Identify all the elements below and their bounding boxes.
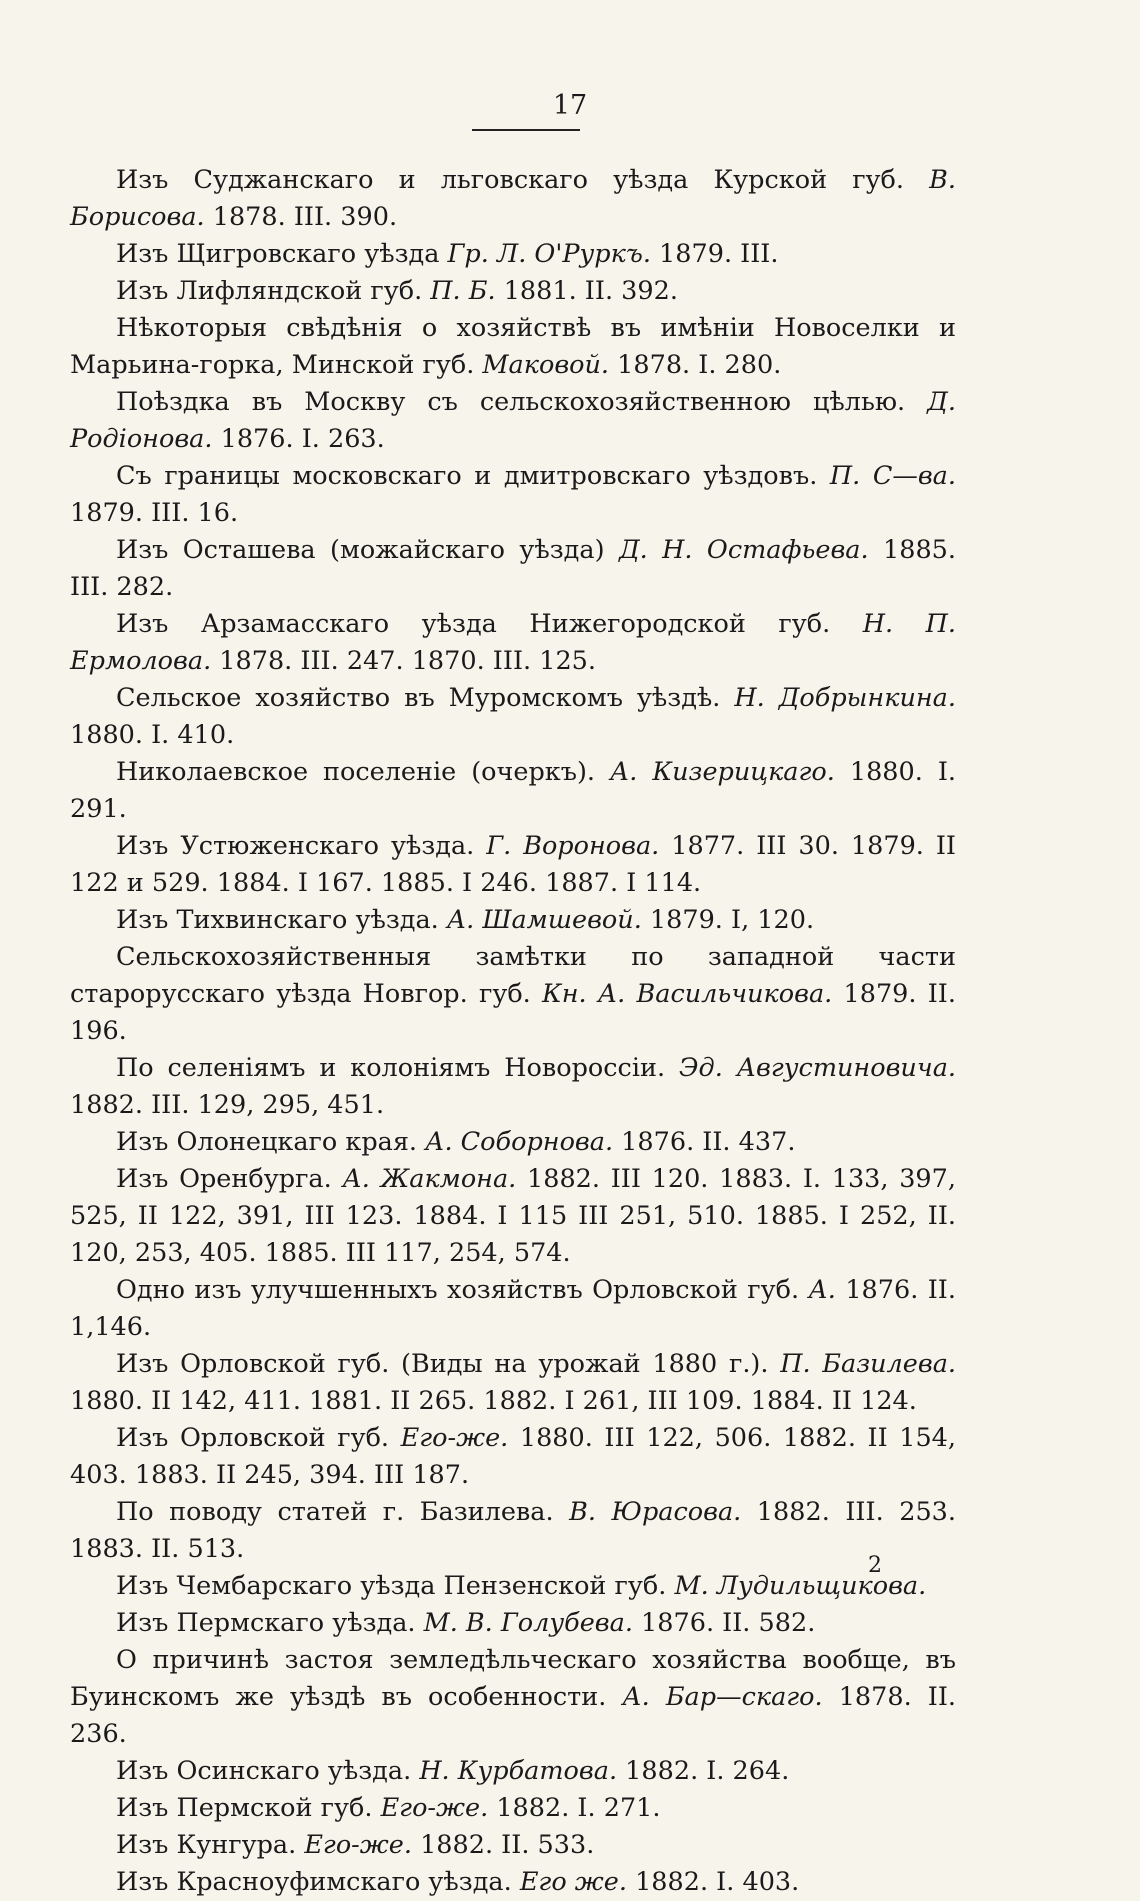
- entry-author: Его-же.: [400, 1423, 509, 1453]
- header-rule: [472, 129, 580, 131]
- entry-title: Изъ Олонецкаго края.: [116, 1127, 426, 1157]
- entry-reference: 1880. II 142, 411. 1881. II 265. 1882. I 261, III 109. 1884. II 124.: [70, 1386, 917, 1416]
- entry-reference: 1882. III. 253. 1883. II. 513.: [70, 1497, 956, 1564]
- bibliography-entry: [70, 1790, 956, 1827]
- entry-reference: 1876. II. 582.: [632, 1608, 816, 1638]
- entry-title: Изъ Осташева (можайскаго уѣзда): [116, 535, 619, 565]
- printer-signature-mark: 2: [868, 1553, 882, 1578]
- bibliography-entry: [70, 1753, 956, 1790]
- bibliography-entry: [70, 1568, 956, 1605]
- entry-author: Кн. А. Васильчикова.: [542, 979, 833, 1009]
- entry-title: По селеніямъ и колоніямъ Новороссіи.: [116, 1053, 680, 1083]
- bibliography-entry: [70, 1864, 956, 1901]
- entry-reference: 1879. I, 120.: [641, 905, 815, 935]
- entry-author: Д. Н. Остафьева.: [618, 535, 869, 565]
- entry-title: Изъ Осинскаго уѣзда.: [116, 1756, 420, 1786]
- bibliography-entry: [70, 754, 956, 828]
- entry-title: Изъ Красноуфимскаго уѣзда.: [116, 1867, 520, 1897]
- entry-title: Изъ Щигровскаго уѣзда: [116, 239, 448, 269]
- entry-title: Сельское хозяйство въ Муромскомъ уѣздѣ.: [116, 683, 735, 713]
- entry-title: Поѣздка въ Москву съ сельскохозяйственною цѣлью.: [116, 387, 928, 417]
- entry-title: Николаевское поселеніе (очеркъ).: [116, 757, 610, 787]
- bibliography-entry: [70, 1346, 956, 1420]
- entry-title: Одно изъ улучшенныхъ хозяйствъ Орловской губ.: [116, 1275, 809, 1305]
- bibliography-entry: [70, 606, 956, 680]
- entry-reference: 1876. II. 437.: [613, 1127, 796, 1157]
- bibliography-entry: [70, 1272, 956, 1346]
- entry-author: Его же.: [519, 1867, 627, 1897]
- bibliography-entry: [70, 310, 956, 384]
- entry-reference: 1882. I. 264.: [617, 1756, 790, 1786]
- entry-author: П. С—ва.: [829, 461, 956, 491]
- entry-title: Сельскохозяйственныя замѣтки по западной части старорусскаго уѣзда Новгор. губ.: [70, 942, 956, 1009]
- entry-author: Его-же.: [304, 1830, 412, 1860]
- entry-title: Изъ Пермскаго уѣзда.: [116, 1608, 424, 1638]
- bibliography-entry: [70, 1161, 956, 1272]
- entry-author: А. Соборнова.: [425, 1127, 614, 1157]
- entry-author: Д. Родіонова.: [70, 387, 956, 454]
- entry-title: Изъ Пермской губ.: [116, 1793, 381, 1823]
- bibliography-entry: [70, 162, 956, 236]
- bibliography-entry: [70, 828, 956, 902]
- entry-reference: 1882. I. 403.: [626, 1867, 800, 1897]
- entry-list: [70, 162, 956, 1901]
- entry-reference: 1876. II. 1,146.: [70, 1275, 956, 1342]
- entry-author: Н. Добрынкина.: [734, 683, 956, 713]
- entry-author: Г. Воронова.: [486, 831, 660, 861]
- entry-author: Эд. Августиновича.: [679, 1053, 957, 1083]
- entry-reference: 1878. II. 236.: [70, 1682, 956, 1749]
- entry-author: Его-же.: [380, 1793, 489, 1823]
- entry-reference: 1879. III.: [650, 239, 779, 269]
- entry-reference: 1879. III. 16.: [70, 498, 239, 528]
- entry-reference: 1876. I. 263.: [212, 424, 385, 454]
- entry-author: Н. П. Ермолова.: [70, 609, 956, 676]
- bibliography-entry: [70, 458, 956, 532]
- bibliography-entry: [70, 1642, 956, 1753]
- entry-title: Изъ Чембарскаго уѣзда Пензенской губ.: [116, 1571, 675, 1601]
- bibliography-entry: [70, 273, 956, 310]
- bibliography-entry: [70, 1827, 956, 1864]
- entry-author: Маковой.: [482, 350, 610, 380]
- entry-title: Изъ Устюженскаго уѣзда.: [116, 831, 487, 861]
- entry-title: Изъ Оренбурга.: [116, 1164, 343, 1194]
- entry-reference: 1882. I. 271.: [488, 1793, 661, 1823]
- entry-author: П. Б.: [430, 276, 496, 306]
- entry-author: А. Бар—скаго.: [622, 1682, 823, 1712]
- entry-reference: 1880. I. 291.: [70, 757, 956, 824]
- entry-reference: 1882. III. 129, 295, 451.: [70, 1090, 385, 1120]
- entry-reference: 1877. III 30. 1879. II 122 и 529. 1884. I 167. 1885. I 246. 1887. I 114.: [70, 831, 957, 898]
- entry-author: А.: [808, 1275, 836, 1305]
- entry-author: П. Базилева.: [780, 1349, 957, 1379]
- entry-title: Изъ Тихвинскаго уѣзда.: [116, 905, 447, 935]
- bibliography-entry: [70, 236, 956, 273]
- entry-author: М. Лудильщикова.: [674, 1571, 927, 1601]
- bibliography-entry: [70, 384, 956, 458]
- entry-reference: 1879. II. 196.: [70, 979, 956, 1046]
- entry-title: О причинѣ застоя земледѣльческаго хозяйства вообще, въ Буинскомъ же уѣздѣ въ особенности.: [70, 1645, 956, 1712]
- entry-reference: 1880. I. 410.: [70, 720, 235, 750]
- entry-title: Изъ Суджанскаго и льговскаго уѣзда Курской губ.: [116, 165, 930, 195]
- entry-author: В. Борисова.: [70, 165, 956, 232]
- entry-title: Изъ Орловской губ. (Виды на урожай 1880 г.).: [116, 1349, 781, 1379]
- bibliography-entry: [70, 902, 956, 939]
- entry-author: Гр. Л. О'Руркъ.: [447, 239, 651, 269]
- entry-title: Нѣкоторыя свѣдѣнія о хозяйствѣ въ имѣніи Новоселки и Марьина-горка, Минской губ.: [70, 313, 956, 380]
- entry-title: По поводу статей г. Базилева.: [116, 1497, 570, 1527]
- entry-author: А. Шамшевой.: [446, 905, 642, 935]
- entry-reference: 1885. III. 282.: [70, 535, 957, 602]
- page-number: 17: [552, 90, 588, 121]
- bibliography-entry: [70, 1420, 956, 1494]
- entry-title: Съ границы московскаго и дмитровскаго уѣздовъ.: [116, 461, 830, 491]
- entry-title: Изъ Кунгура.: [116, 1830, 305, 1860]
- bibliography-entry: [70, 532, 956, 606]
- entry-reference: 1882. III 120. 1883. I. 133, 397, 525, II 122, 391, III 123. 1884. I 115 III 251, 510. 1885. I 252, II. 120, 253, 405. 1885. III 117, 254, 574.: [70, 1164, 956, 1268]
- entry-title: Изъ Арзамасскаго уѣзда Нижегородской губ.: [116, 609, 863, 639]
- entry-author: В. Юрасова.: [569, 1497, 742, 1527]
- entry-reference: 1878. III. 390.: [204, 202, 398, 232]
- bibliography-entry: [70, 1605, 956, 1642]
- entry-author: А. Кизерицкаго.: [610, 757, 835, 787]
- entry-author: А. Жакмона.: [342, 1164, 517, 1194]
- entry-author: Н. Курбатова.: [419, 1756, 618, 1786]
- entry-reference: 1882. II. 533.: [411, 1830, 595, 1860]
- entry-title: Изъ Орловской губ.: [116, 1423, 401, 1453]
- entry-title: Изъ Лифляндской губ.: [116, 276, 431, 306]
- entry-reference: 1878. I. 280.: [609, 350, 782, 380]
- bibliography-entry: [70, 939, 956, 1050]
- bibliography-entry: [70, 1050, 956, 1124]
- entry-author: М. В. Голубева.: [423, 1608, 633, 1638]
- entry-reference: 1880. III 122, 506. 1882. II 154, 403. 1883. II 245, 394. III 187.: [70, 1423, 956, 1490]
- entry-reference: 1878. III. 247. 1870. III. 125.: [211, 646, 597, 676]
- entry-reference: 1881. II. 392.: [495, 276, 678, 306]
- bibliography-entry: [70, 1494, 956, 1568]
- bibliography-entry: [70, 1124, 956, 1161]
- bibliography-entry: [70, 680, 956, 754]
